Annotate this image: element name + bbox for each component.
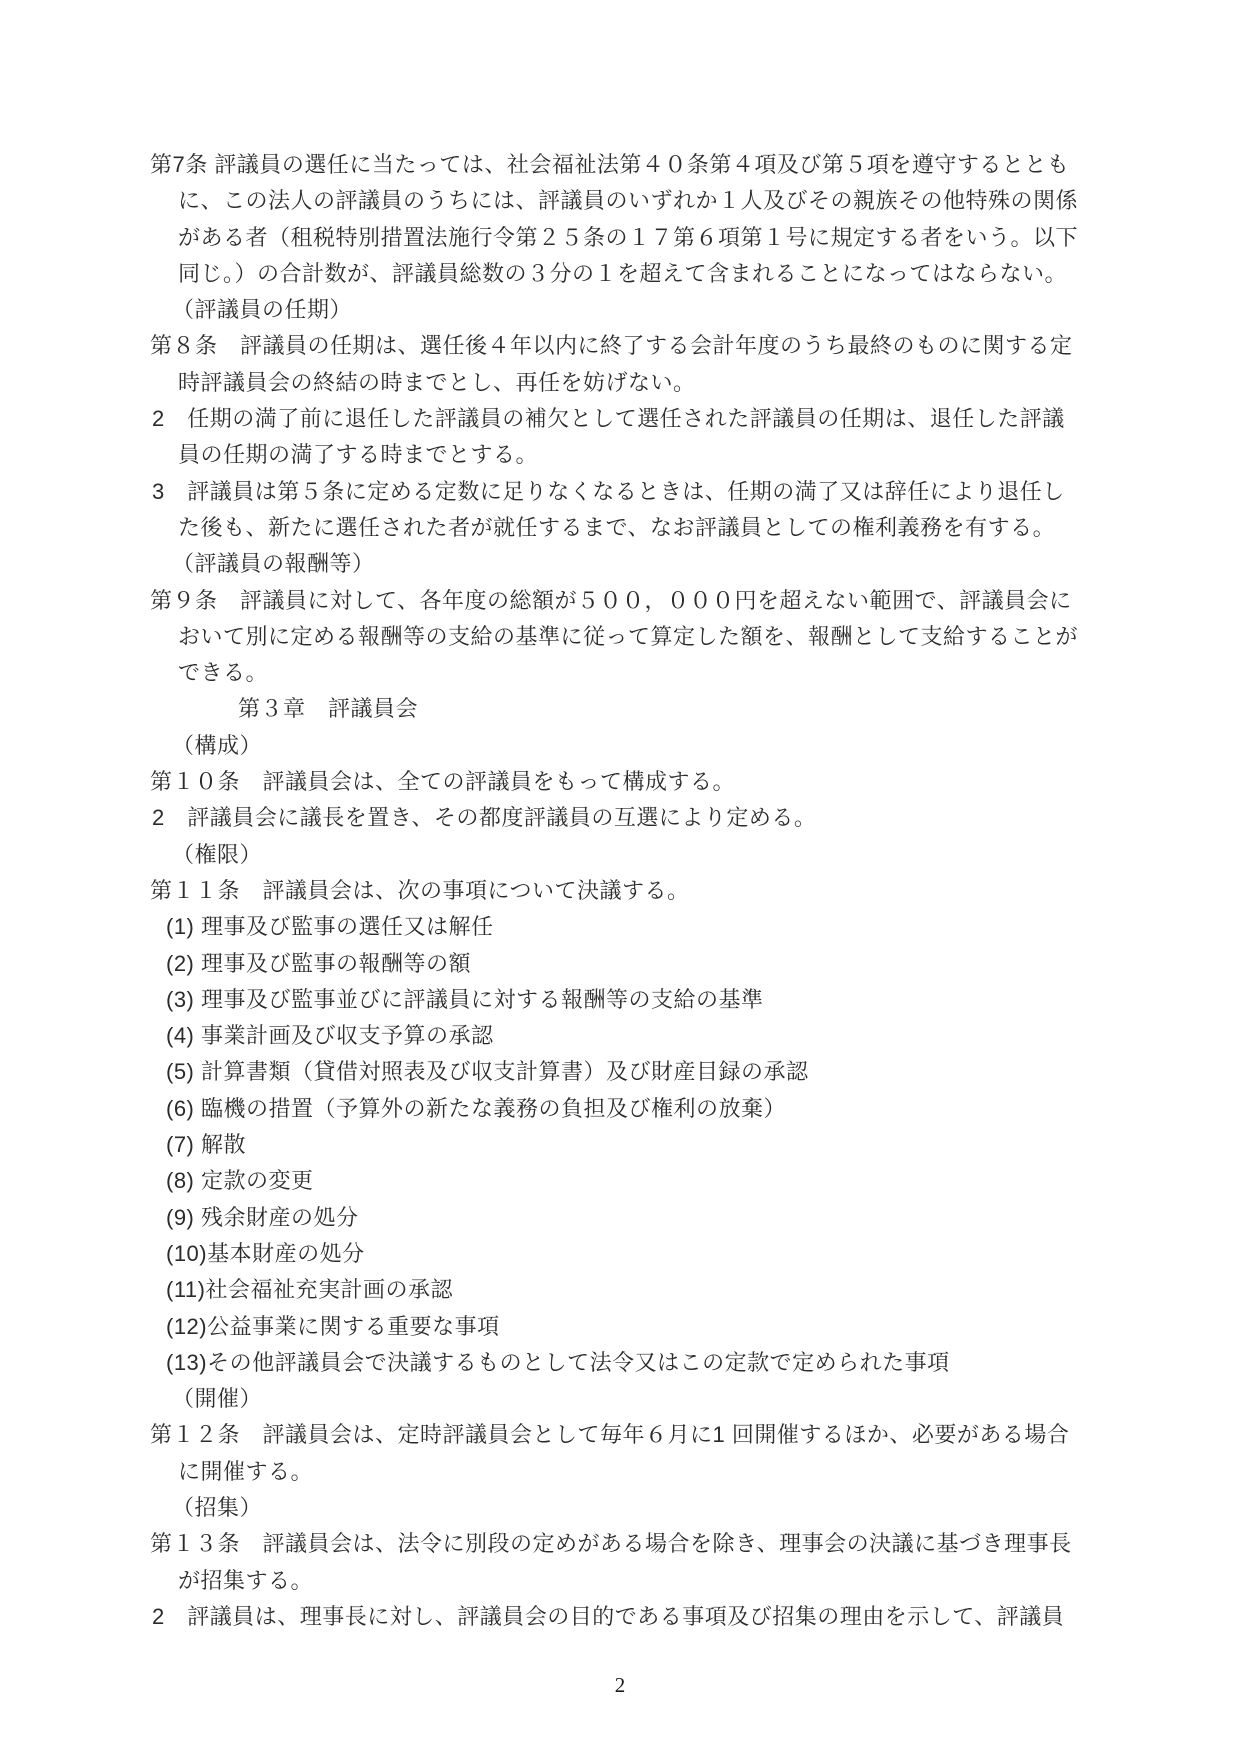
document-line: (2) 理事及び監事の報酬等の額	[166, 950, 472, 976]
document-line: (6) 臨機の措置（予算外の新たな義務の負担及び権利の放棄）	[166, 1095, 787, 1121]
document-line: （開催）	[172, 1386, 263, 1412]
document-line: 第7条 評議員の選任に当たっては、社会福祉法第４０条第４項及び第５項を遵守するととも	[150, 152, 1070, 177]
document-line: に、この法人の評議員のうちには、評議員のいずれか１人及びその親族その他特殊の関係	[178, 188, 1079, 214]
document-line: (13)その他評議員会で決議するものとして法令又はこの定款で定められた事項	[166, 1349, 950, 1375]
document-line: 第３章 評議員会	[238, 696, 419, 722]
document-line: 時評議員会の終結の時までとし、再任を妨げない。	[178, 369, 696, 395]
document-line: （権限）	[172, 841, 263, 867]
document-line: 第１３条 評議員会は、法令に別段の定めがある場合を除き、理事会の決議に基づき理事長	[150, 1531, 1072, 1557]
document-line: （構成）	[172, 732, 263, 758]
document-line: がある者（租税特別措置法施行令第２５条の１７第６項第１号に規定する者をいう。以下	[178, 224, 1079, 250]
document-line: (8) 定款の変更	[166, 1168, 314, 1194]
document-body	[150, 147, 1110, 1635]
document-line: (1) 理事及び監事の選任又は解任	[166, 914, 494, 940]
document-line: 第１１条 評議員会は、次の事項について決議する。	[150, 877, 690, 903]
page-number: 2	[614, 1673, 626, 1697]
document-line: 2 評議員は、理事長に対し、評議員会の目的である事項及び招集の理由を示して、評議員	[152, 1603, 1065, 1629]
document-line: （評議員の任期）	[172, 297, 353, 323]
document-line: が招集する。	[178, 1567, 314, 1593]
document-line: (5) 計算書類（貸借対照表及び収支計算書）及び財産目録の承認	[166, 1059, 809, 1085]
document-line: （招集）	[172, 1494, 263, 1520]
document-line: できる。	[178, 660, 269, 686]
document-line: 第９条 評議員に対して、各年度の総額が５００，０００円を超えない範囲で、評議員会に	[150, 587, 1072, 613]
document-line: (9) 残余財産の処分	[166, 1204, 359, 1230]
document-line: 第８条 評議員の任期は、選任後４年以内に終了する会計年度のうち最終のものに関する定	[150, 333, 1073, 359]
document-line: (3) 理事及び監事並びに評議員に対する報酬等の支給の基準	[166, 986, 764, 1012]
document-line: 第１０条 評議員会は、全ての評議員をもって構成する。	[150, 769, 736, 795]
document-line: （評議員の報酬等）	[172, 551, 375, 577]
document-line: (11)社会福祉充実計画の承認	[166, 1277, 453, 1303]
document-line: 3 評議員は第５条に定める定数に足りなくなるときは、任期の満了又は辞任により退任し	[152, 478, 1065, 504]
document-line: おいて別に定める報酬等の支給の基準に従って算定した額を、報酬として支給することが	[178, 623, 1079, 649]
document-line: 2 任期の満了前に退任した評議員の補欠として選任された評議員の任期は、退任した評議	[152, 406, 1065, 432]
document-line: 同じ。）の合計数が、評議員総数の３分の１を超えて含まれることになってはならない。	[178, 260, 1068, 286]
document-line: (12)公益事業に関する重要な事項	[166, 1313, 500, 1339]
document-line: (4) 事業計画及び収支予算の承認	[166, 1023, 494, 1049]
document-line: に開催する。	[178, 1458, 314, 1484]
document-line: 員の任期の満了する時までとする。	[178, 442, 539, 468]
document-line: 第１２条 評議員会は、定時評議員会として毎年６月に1 回開催するほか、必要がある場合	[150, 1422, 1070, 1448]
document-line: (10)基本財産の処分	[166, 1240, 365, 1266]
document-line: た後も、新たに選任された者が就任するまで、なお評議員としての権利義務を有する。	[178, 514, 1056, 540]
document-line: (7) 解散	[166, 1132, 247, 1158]
document-line: 2 評議員会に議長を置き、その都度評議員の互選により定める。	[152, 805, 817, 831]
